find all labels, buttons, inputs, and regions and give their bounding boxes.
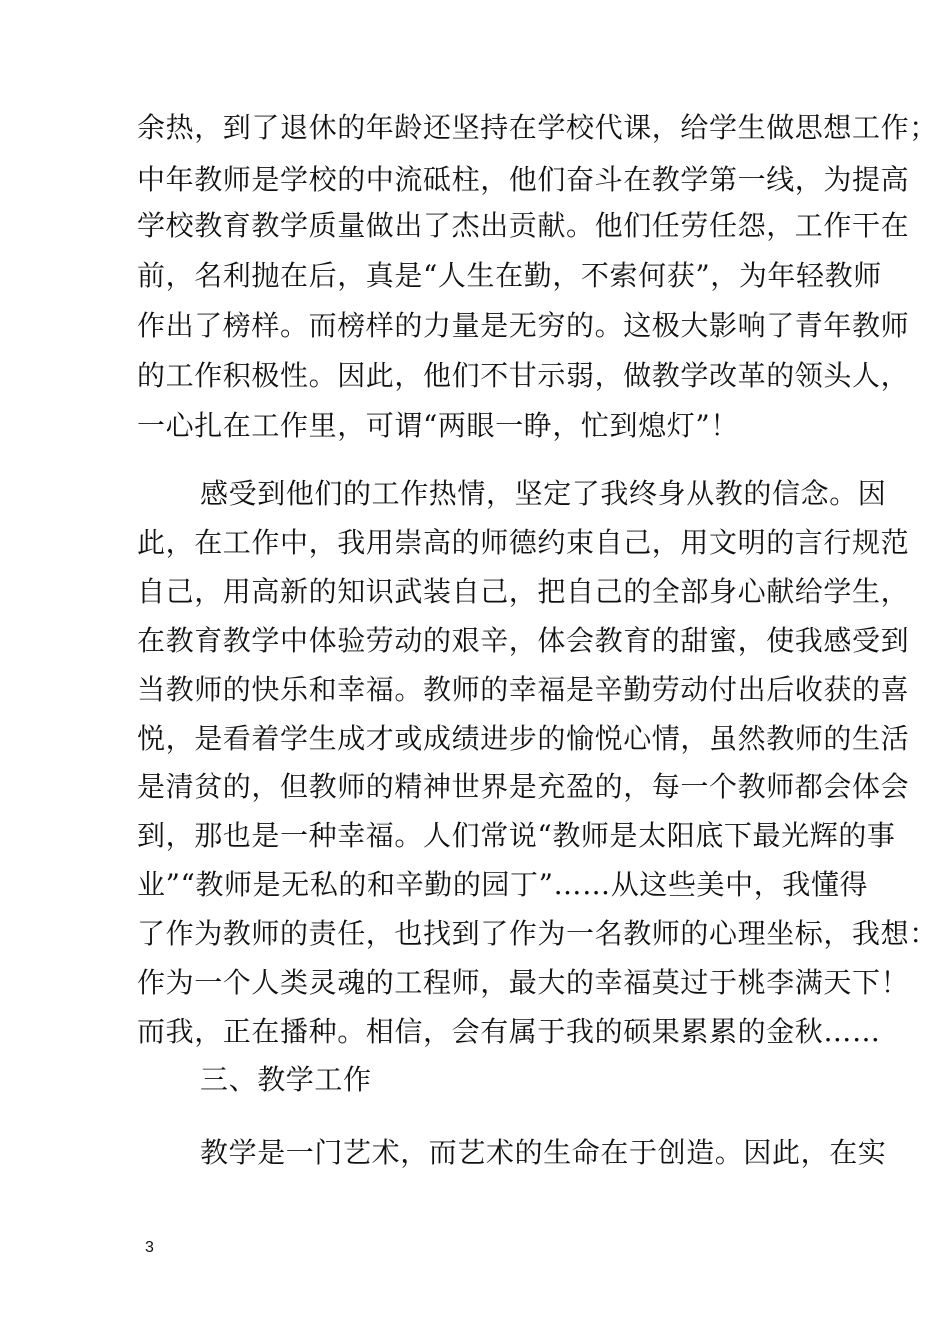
text-line: 自己，用高新的知识武装自己，把自己的全部身心献给学生，: [137, 575, 910, 608]
section-heading: 三、教学工作: [200, 1063, 372, 1096]
text-line: 作为一个人类灵魂的工程师，最大的幸福莫过于桃李满天下！: [137, 966, 910, 999]
text-line: 教学是一门艺术，而艺术的生命在于创造。因此，在实: [200, 1136, 887, 1169]
text-line: 当教师的快乐和幸福。教师的幸福是辛勤劳动付出后收获的喜: [137, 673, 910, 706]
text-line: 作出了榜样。而榜样的力量是无穷的。这极大影响了青年教师: [137, 309, 910, 342]
text-line: 余热，到了退休的年龄还坚持在学校代课，给学生做思想工作；: [137, 111, 938, 144]
text-line: 而我，正在播种。相信，会有属于我的硕果累累的金秋……: [137, 1015, 881, 1048]
text-line: 的工作积极性。因此，他们不甘示弱，做教学改革的领头人，: [137, 359, 910, 392]
text-line: 悦，是看着学生成才或成绩进步的愉悦心情，虽然教师的生活: [137, 722, 910, 755]
text-line: 感受到他们的工作热情，坚定了我终身从教的信念。因: [200, 477, 887, 510]
text-line: 前，名利抛在后，真是“人生在勤，不索何获”，为年轻教师: [137, 259, 882, 292]
text-line: 中年教师是学校的中流砥柱，他们奋斗在教学第一线，为提高: [137, 163, 910, 196]
text-line: 在教育教学中体验劳动的艰辛，体会教育的甜蜜，使我感受到: [137, 624, 910, 657]
text-line: 到，那也是一种幸福。人们常说“教师是太阳底下最光辉的事: [137, 819, 896, 852]
text-line: 一心扎在工作里，可谓“两眼一睁，忙到熄灯”！: [137, 409, 739, 442]
text-line: 了作为教师的责任，也找到了作为一名教师的心理坐标，我想：: [137, 917, 938, 950]
text-line: 是清贫的，但教师的精神世界是充盈的，每一个教师都会体会: [137, 770, 910, 803]
text-line: 业”“教师是无私的和辛勤的园丁”……从这些美中，我懂得: [137, 868, 869, 901]
text-line: 此，在工作中，我用崇高的师德约束自己，用文明的言行规范: [137, 526, 910, 559]
text-line: 学校教育教学质量做出了杰出贡献。他们任劳任怨，工作干在: [137, 209, 910, 242]
page-number: 3: [145, 1239, 154, 1256]
